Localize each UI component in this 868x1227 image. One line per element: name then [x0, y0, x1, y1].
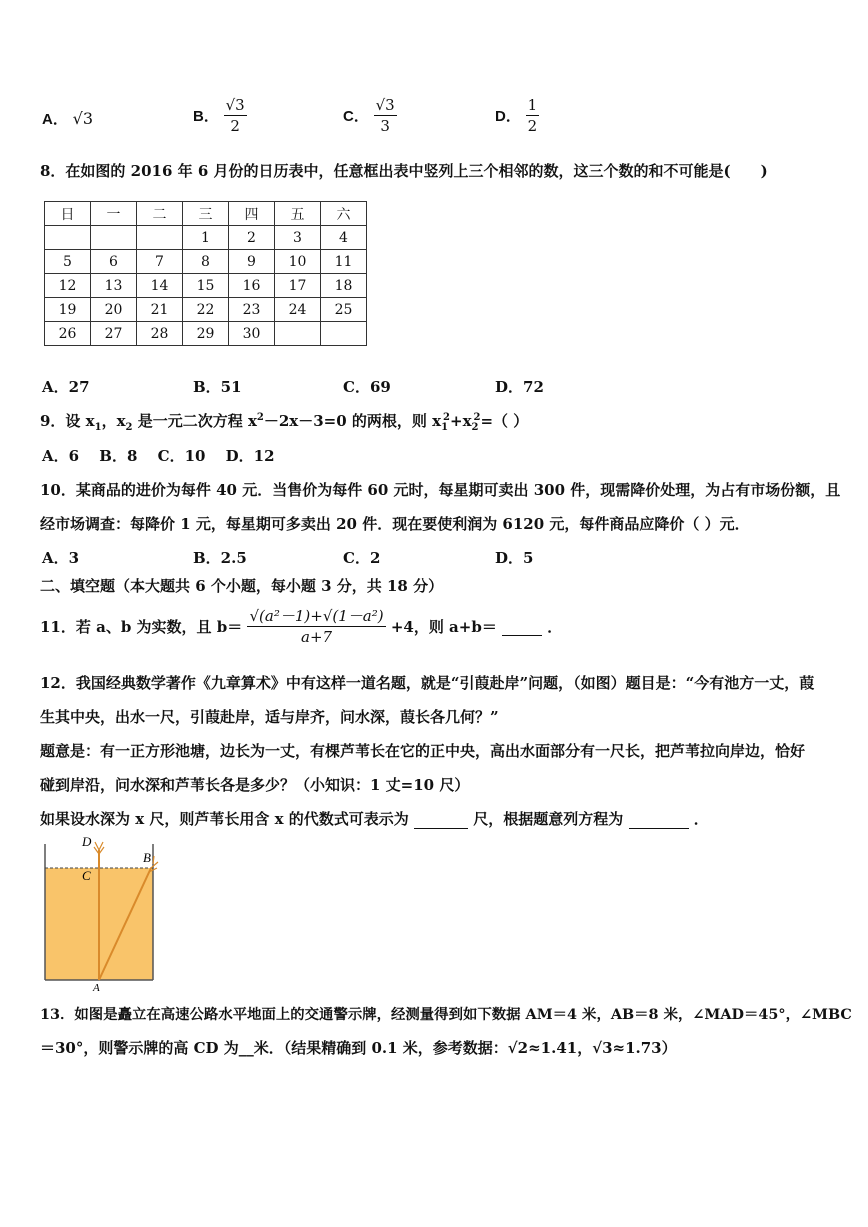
q8-option-c: C．69 — [343, 378, 391, 396]
q12-line3: 题意是：有一正方形池塘，边长为一丈，有棵芦苇长在它的正中央，高出水面部分有一尺长，把芦苇拉向岸边，恰好 — [40, 742, 806, 760]
q7-option-a-value: √3 — [72, 109, 93, 128]
q10-option-d: D．5 — [495, 549, 534, 567]
calendar-cell: 27 — [91, 322, 137, 346]
calendar-cell: 29 — [183, 322, 229, 346]
section-heading: 二、填空题（本大题共 6 个小题，每小题 3 分，共 18 分） — [40, 577, 444, 595]
label-c: C — [82, 868, 91, 883]
q7-option-c: C． $\frac{√3}{3}$ — [343, 96, 395, 135]
pond-reed-figure — [40, 832, 170, 992]
calendar-header-cell: 二 — [137, 202, 183, 226]
q10-line1: 10．某商品的进价为每件 40 元．当售价为每件 60 元时，每星期可卖出 300 件，现需降价处理，为占有市场份额，且 — [40, 481, 841, 499]
q8-option-d: D．72 — [495, 378, 544, 396]
calendar-cell: 6 — [91, 250, 137, 274]
calendar-cell: 16 — [229, 274, 275, 298]
label-b: B — [143, 850, 151, 865]
calendar-header-cell: 日 — [45, 202, 91, 226]
label-a: A — [93, 982, 100, 992]
calendar-row — [45, 322, 367, 346]
calendar-table — [44, 201, 367, 346]
q7-option-b-fraction: $\frac{√3}{2}$ — [225, 96, 245, 135]
calendar-cell: 15 — [183, 274, 229, 298]
calendar-cell: 13 — [91, 274, 137, 298]
calendar-cell: 18 — [321, 274, 367, 298]
calendar-cell: 25 — [321, 298, 367, 322]
calendar-cell: 7 — [137, 250, 183, 274]
q7-option-d: D． $\frac{1}{2}$ — [495, 96, 538, 135]
calendar-cell: 14 — [137, 274, 183, 298]
q8-stem: 8．在如图的 2016 年 6 月份的日历表中，任意框出表中竖列上三个相邻的数，这三个数的和不可能是( ) — [40, 162, 768, 180]
q12-line1: 12．我国经典数学著作《九章算术》中有这样一道名题，就是“引葭赴岸”问题，（如图）题目是：“今有池方一丈，葭 — [40, 674, 815, 692]
q12-line5: 如果设水深为 x 尺，则芦苇长用含 x 的代数式可表示为 尺，根据题意列方程为 ． — [40, 810, 709, 828]
calendar-row — [45, 298, 367, 322]
q11: 11．若 a、b 为实数，且 b＝ $\frac{\text{√(a²－1)+√(1－a²)}}{a+7}$ +4，则 a+b＝ ． — [40, 607, 563, 646]
q7-option-a: A． √3 — [42, 109, 93, 128]
q8-option-b: B．51 — [193, 378, 242, 396]
q10-option-c: C．2 — [343, 549, 381, 567]
q10-option-a: A．3 — [42, 549, 80, 567]
calendar-cell: 12 — [45, 274, 91, 298]
calendar-header-cell: 四 — [229, 202, 275, 226]
q7-option-b: B． $\frac{√3}{2}$ — [193, 96, 245, 135]
label-d: D — [82, 834, 92, 849]
q13-line2: ＝30°，则警示牌的高 CD 为__米．（结果精确到 0.1 米，参考数据：√2≈1.41，√3≈1.73） — [40, 1039, 677, 1057]
q12-line4: 碰到岸沿，问水深和芦苇长各是多少？（小知识：1 丈=10 尺） — [40, 776, 470, 794]
calendar-header-cell: 一 — [91, 202, 137, 226]
q12-line2: 生其中央，出水一尺，引葭赴岸，适与岸齐，问水深，葭长各几何？” — [40, 708, 499, 726]
calendar-cell — [321, 322, 367, 346]
calendar-cell: 8 — [183, 250, 229, 274]
calendar-cell: 9 — [229, 250, 275, 274]
calendar-cell: 26 — [45, 322, 91, 346]
q10-line2: 经市场调查：每降价 1 元，每星期可多卖出 20 件．现在要使利润为 6120 元，每件商品应降价（ ）元． — [40, 515, 750, 533]
q9-options: A．6 B．8 C．10 D．12 — [42, 447, 275, 465]
calendar-cell: 1 — [183, 226, 229, 250]
calendar-cell — [137, 226, 183, 250]
q11-fraction: $\frac{\text{√(a²－1)+√(1－a²)}}{a+7}$ — [249, 607, 384, 646]
calendar-cell: 28 — [137, 322, 183, 346]
calendar-cell: 23 — [229, 298, 275, 322]
calendar-cell: 20 — [91, 298, 137, 322]
calendar-cell: 10 — [275, 250, 321, 274]
q8-option-a: A．27 — [42, 378, 90, 396]
q7-option-d-fraction: $\frac{1}{2}$ — [527, 96, 538, 135]
q12-answer-blank-2[interactable] — [629, 810, 689, 829]
q13-line1: 13．如图是矗立在高速公路水平地面上的交通警示牌，经测量得到如下数据 AM＝4 米，AB＝8 米，∠MAD＝45°，∠MBC — [40, 1006, 852, 1023]
calendar-cell: 19 — [45, 298, 91, 322]
q10-option-b: B．2.5 — [193, 549, 247, 567]
calendar-cell: 2 — [229, 226, 275, 250]
q9-stem: 9．设 $x_1$，$x_2$ 是一元二次方程 $x^2-2x-3=0$ 的两根，则 $x_1^2+x_2^2=$（ ） — [40, 412, 529, 433]
calendar-cell: 30 — [229, 322, 275, 346]
calendar-cell — [45, 226, 91, 250]
q11-answer-blank[interactable] — [502, 617, 542, 636]
q12-answer-blank-1[interactable] — [414, 810, 468, 829]
calendar-cell: 17 — [275, 274, 321, 298]
calendar-cell: 22 — [183, 298, 229, 322]
calendar-header-cell: 三 — [183, 202, 229, 226]
calendar-cell: 11 — [321, 250, 367, 274]
calendar-cell: 21 — [137, 298, 183, 322]
calendar-cell: 3 — [275, 226, 321, 250]
calendar-header-cell: 六 — [321, 202, 367, 226]
calendar-cell — [91, 226, 137, 250]
calendar-cell: 4 — [321, 226, 367, 250]
calendar-row — [45, 226, 367, 250]
calendar-row — [45, 250, 367, 274]
calendar-header-cell: 五 — [275, 202, 321, 226]
q7-option-c-fraction: $\frac{√3}{3}$ — [375, 96, 395, 135]
calendar-cell — [275, 322, 321, 346]
calendar-header-row — [45, 202, 367, 226]
calendar-row — [45, 274, 367, 298]
calendar-cell: 5 — [45, 250, 91, 274]
calendar-cell: 24 — [275, 298, 321, 322]
